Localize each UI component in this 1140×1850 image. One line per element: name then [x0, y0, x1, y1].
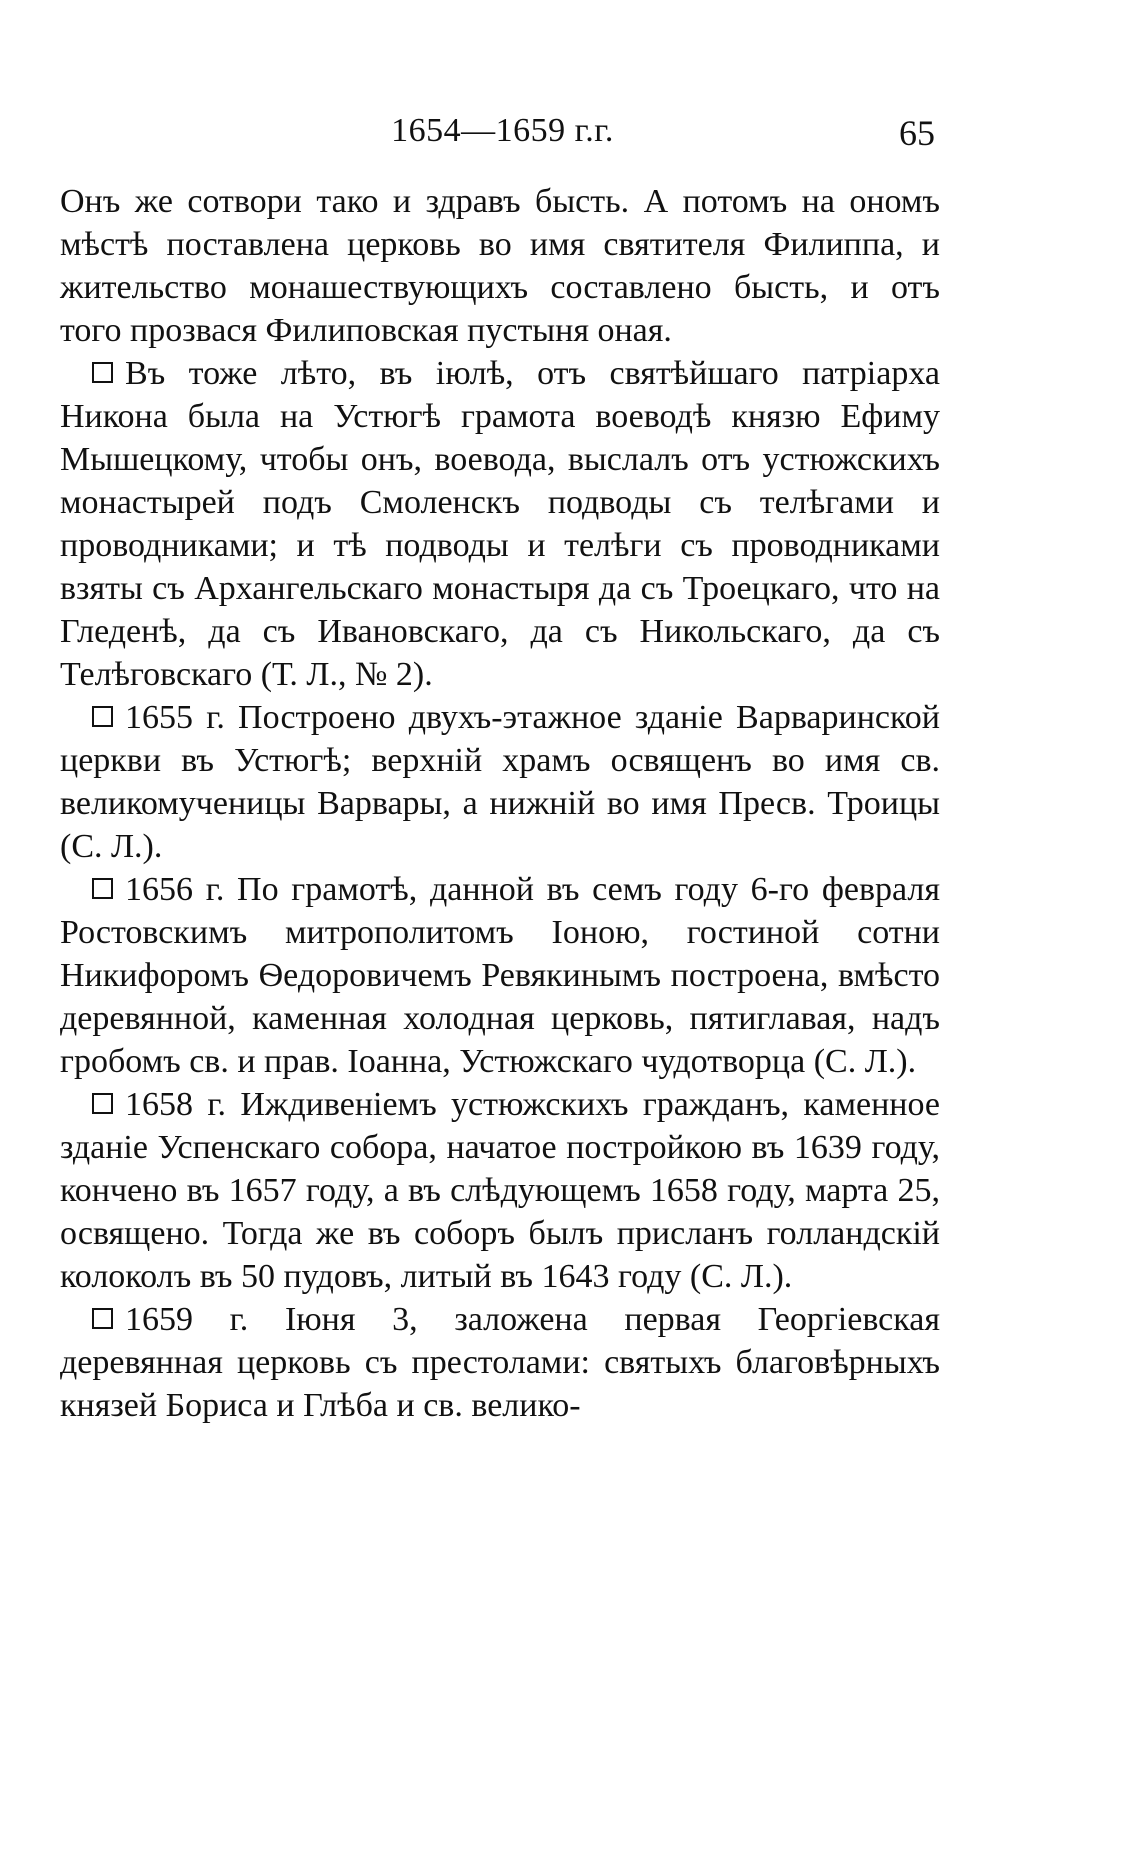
- entry-marker-icon: [92, 1093, 113, 1114]
- entry-marker-icon: [92, 362, 113, 383]
- paragraph-continuation: [60, 180, 940, 352]
- paragraph-text: Въ тоже лѣто, въ iюлѣ, отъ святѣйшаго патрiарха Никона была на Устюгѣ грамота воеводѣ князю Ефиму Мышецкому, чтобы онъ, воевода, выслалъ отъ устюжскихъ монастырей подъ Смоленскъ подводы съ телѣгами и проводниками; и тѣ подводы и телѣги съ проводниками взяты съ Архангельскаго монастыря да съ Троецкаго, что на Гледенѣ, да съ Ивановскаго, да съ Никольскаго, да съ Телѣговскаго (Т. Л., № 2).: [60, 355, 940, 693]
- paragraph-text: 1659 г. Iюня 3, заложена первая Георгiевская деревянная церковь съ престолами: святыхъ благовѣрныхъ князей Бориса и Глѣба и св. велико-: [60, 1301, 940, 1424]
- entry-marker-icon: [92, 878, 113, 899]
- entry-marker-icon: [92, 706, 113, 727]
- chronicle-entry-1659: [60, 1298, 940, 1427]
- page-header: [60, 112, 945, 162]
- paragraph-text: 1658 г. Иждивенiемъ устюжскихъ гражданъ, каменное зданiе Успенскаго собора, начатое постройкою въ 1639 году, кончено въ 1657 году, а въ слѣдующемъ 1658 году, марта 25, освящено. Тогда же въ соборъ былъ присланъ голландскiй колоколъ въ 50 пудовъ, литый въ 1643 году (С. Л.).: [60, 1086, 940, 1295]
- paragraph-text: 1656 г. По грамотѣ, данной въ семъ году 6-го февраля Ростовскимъ митрополитомъ Iоною, гостиной сотни Никифоромъ Ѳедоровичемъ Ревякинымъ построена, вмѣсто деревянной, каменная холодная церковь, пятиглавая, надъ гробомъ св. и прав. Iоанна, Устюжскаго чудотворца (С. Л.).: [60, 871, 940, 1080]
- chronicle-entry-1654-july: [60, 352, 940, 696]
- body-text: [60, 180, 940, 1427]
- chronicle-entry-1658: [60, 1083, 940, 1298]
- paragraph-text: 1655 г. Построено двухъ-этажное зданiе Варваринской церкви въ Устюгѣ; верхнiй храмъ освященъ во имя св. великомученицы Варвары, а нижнiй во имя Пресв. Троицы (С. Л.).: [60, 699, 940, 865]
- entry-marker-icon: [92, 1308, 113, 1329]
- chronicle-entry-1656: [60, 868, 940, 1083]
- page-number: 65: [899, 113, 935, 153]
- chronicle-entry-1655: [60, 696, 940, 868]
- running-head: 1654—1659 г.г.: [391, 112, 614, 149]
- paragraph-text: Онъ же сотвори тако и здравъ бысть. А потомъ на ономъ мѣстѣ поставлена церковь во имя святителя Филиппа, и жительство монашествующихъ составлено бысть, и отъ того прозвася Филиповская пустыня оная.: [60, 183, 940, 349]
